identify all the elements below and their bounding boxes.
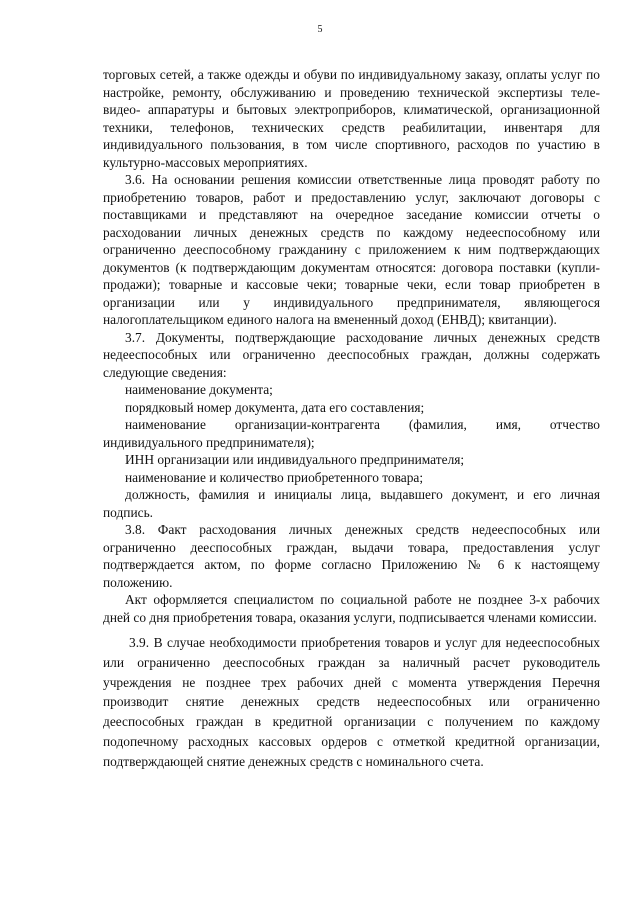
list-item: ИНН организации или индивидуального предпринимателя; <box>125 452 465 467</box>
paragraph-continuation: торговых сетей, а также одежды и обуви по индивидуальному заказу, оплаты услуг по настройке, ремонту, обслуживанию и проведению технической экспертизы теле- видео- аппаратуры и бытовых электроприборов, климатической, организационной техники, телефонов, технических средств реабилитации, инвентаря для индивидуального пользования, в том числе спортивного, расходов по участию в культурно-массовых мероприятиях. <box>103 67 600 170</box>
page-number: 5 <box>317 24 323 35</box>
list-item: порядковый номер документа, дата его составления; <box>125 399 425 415</box>
paragraph-3-8: 3.8. Факт расходования личных денежных средств недееспособных или ограниченно дееспособных граждан, выдачи товара, предоставления услуг подтверждается актом, по форме согласно Приложению № 6 к настоящему положению. <box>103 522 600 590</box>
list-item: должность, фамилия и инициалы лица, выдавшего документ, и его личная подпись. <box>103 487 600 520</box>
paragraph-3-6: 3.6. На основании решения комиссии ответственные лица проводят работу по приобретению товаров, работ и предоставлению услуг, заключают договоры с поставщиками и представляют на очередное заседание комиссии отчеты о расходовании личных денежных средств по каждому недееспособному или ограниченно дееспособному гражданину с приложением к ним подтверждающих документов (к подтверждающим документам относятся: договора поставки (купли-продажи); товарные и кассовые чеки; товарные чеки, если товар приобретен в организации или у индивидуального предпринимателя, являющегося налогоплательщиком единого налога на вмененный доход (ЕНВД); квитанции). <box>103 172 600 327</box>
list-item: наименование организации-контрагента (фамилия, имя, отчество индивидуального предпринимателя); <box>103 417 600 450</box>
paragraph-3-9: 3.9. В случае необходимости приобретения товаров и услуг для недееспособных или ограниченно дееспособных граждан за наличный расчет руководитель учреждения не позднее трех рабочих дней с момента утверждения Перечня производит снятие денежных средств недееспособных или ограниченно дееспособных граждан в кредитной организации с получением по каждому подопечному расходных кассовых ордеров с отметкой кредитной организации, подтверждающей снятие денежных средств с номинального счета. <box>103 635 600 769</box>
paragraph-act: Акт оформляется специалистом по социальной работе не позднее 3-х рабочих дней со дня приобретения товара, оказания услуги, подписывается членами комиссии. <box>103 592 600 625</box>
paragraph-3-7: 3.7. Документы, подтверждающие расходование личных денежных средств недееспособных или ограниченно дееспособных граждан, должны содержать следующие сведения: <box>103 329 600 380</box>
document-body <box>103 66 600 772</box>
paragraph-3-9-block <box>103 633 600 772</box>
list-item: наименование документа; <box>125 382 273 397</box>
list-item: наименование и количество приобретенного товара; <box>125 469 424 485</box>
